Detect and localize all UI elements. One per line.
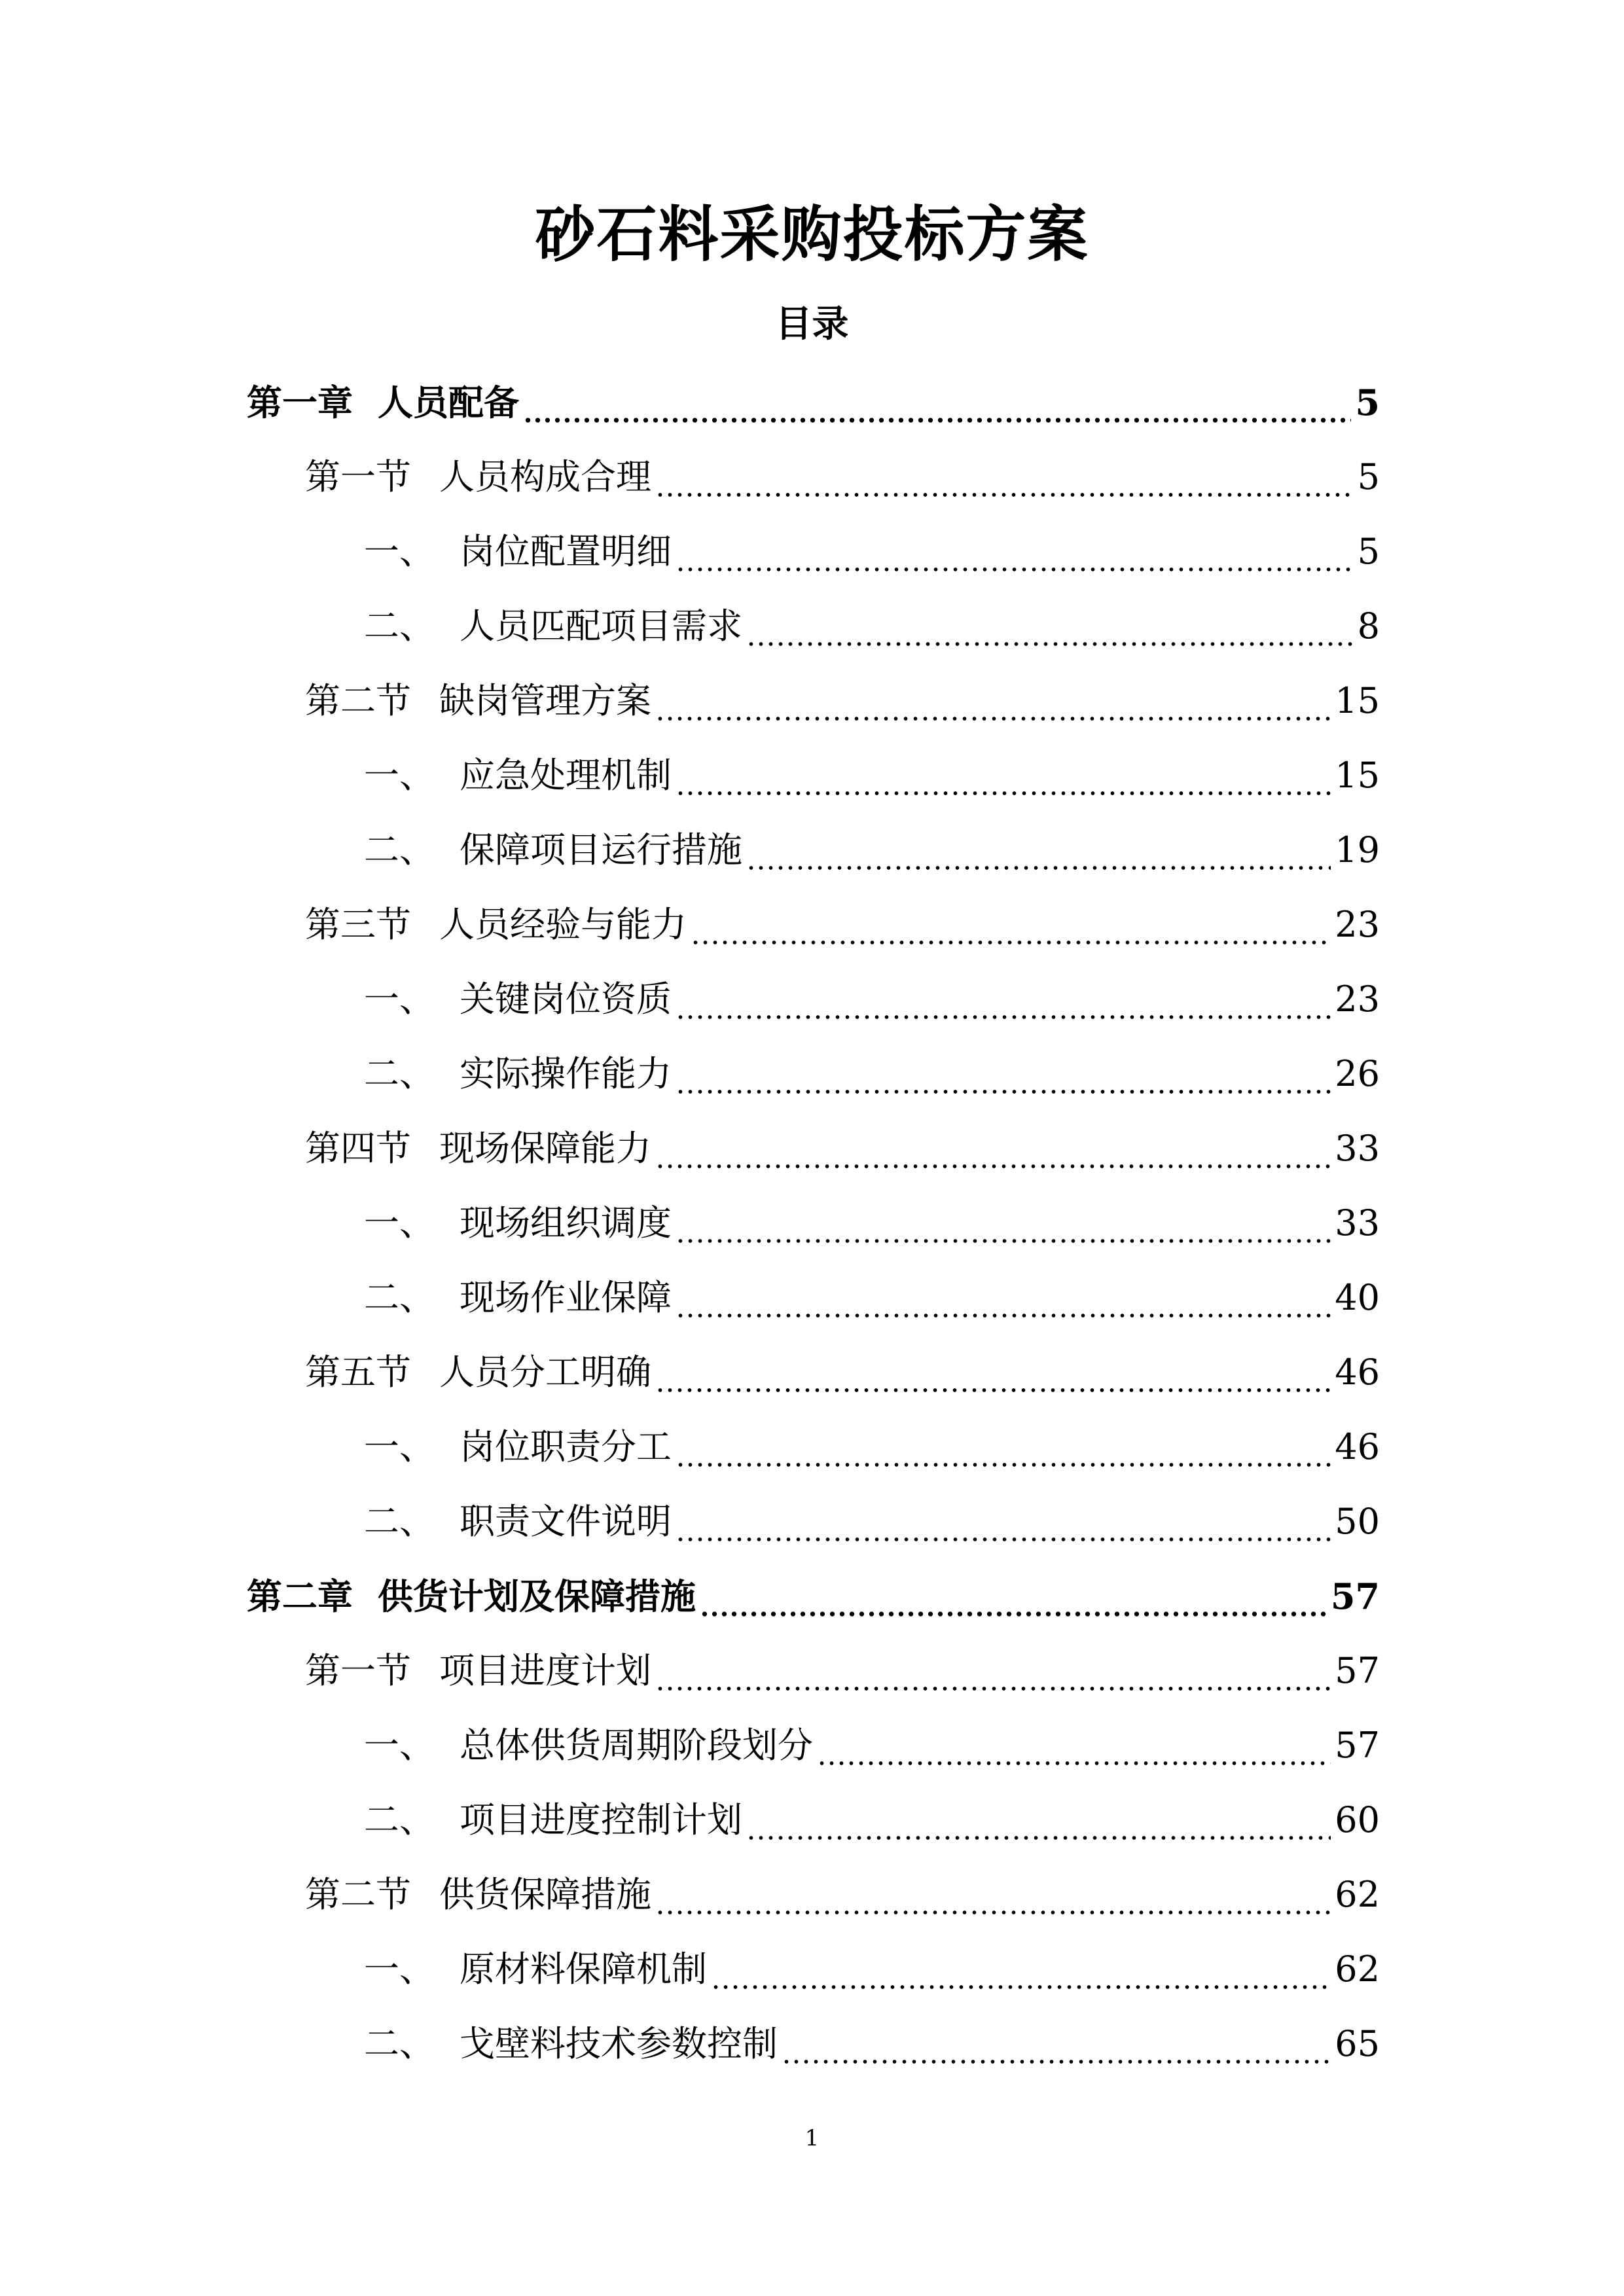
page-number: 1 — [804, 2125, 820, 2151]
toc-dot-leader — [676, 1014, 1331, 1020]
toc-entry-title: 实际操作能力 — [460, 1053, 672, 1094]
toc-dot-leader — [700, 1611, 1327, 1617]
toc-entry-title: 总体供货周期阶段划分 — [460, 1725, 813, 1766]
toc-entry-page: 40 — [1335, 1277, 1380, 1318]
toc-entry-subsection[interactable] — [0, 1261, 1624, 1335]
toc-entry-page: 19 — [1335, 829, 1380, 870]
toc-entry-subsection[interactable] — [0, 514, 1624, 589]
toc-entry-subsection[interactable] — [0, 1484, 1624, 1559]
toc-entry-number: 二、 — [364, 605, 435, 647]
toc-entry-subsection[interactable] — [0, 1186, 1624, 1261]
toc-entry-title: 现场组织调度 — [460, 1202, 672, 1244]
toc-entry-title: 供货计划及保障措施 — [378, 1575, 696, 1617]
toc-entry-subsection[interactable] — [0, 1932, 1624, 2007]
toc-dot-leader — [655, 1910, 1331, 1915]
toc-entry-subsection[interactable] — [0, 738, 1624, 813]
toc-entry-title: 人员配备 — [378, 382, 519, 423]
toc-entry-title: 现场保障能力 — [439, 1128, 651, 1169]
toc-dot-leader — [676, 1313, 1331, 1318]
toc-entry-number: 第二节 — [305, 1874, 411, 1915]
toc-dot-leader — [655, 716, 1331, 721]
toc-entry-chapter[interactable] — [0, 1559, 1624, 1634]
toc-entry-title: 岗位配置明细 — [460, 531, 672, 572]
toc-entry-subsection[interactable] — [0, 1037, 1624, 1111]
toc-entry-page: 62 — [1335, 1948, 1380, 1990]
toc-entry-page: 65 — [1335, 2023, 1380, 2064]
toc-entry-chapter[interactable] — [0, 365, 1624, 440]
toc-entry-title: 戈壁料技术参数控制 — [460, 2023, 778, 2064]
toc-dot-leader — [676, 1462, 1331, 1467]
toc-entry-page: 5 — [1357, 456, 1380, 497]
toc-entry-number: 二、 — [364, 1277, 435, 1318]
toc-dot-leader — [676, 1089, 1331, 1094]
toc-entry-number: 第五节 — [305, 1352, 411, 1393]
toc-entry-page: 8 — [1357, 605, 1380, 647]
toc-entry-page: 60 — [1335, 1799, 1380, 1840]
toc-entry-subsection[interactable] — [0, 813, 1624, 888]
toc-entry-title: 现场作业保障 — [460, 1277, 672, 1318]
toc-entry-page: 23 — [1335, 978, 1380, 1020]
toc-entry-section[interactable] — [0, 664, 1624, 738]
toc-entry-number: 一、 — [364, 1948, 435, 1990]
toc-dot-leader — [676, 791, 1331, 796]
toc-entry-number: 第一章 — [247, 382, 353, 423]
toc-dot-leader — [817, 1761, 1331, 1766]
toc-entry-title: 保障项目运行措施 — [460, 829, 742, 870]
toc-entry-title: 供货保障措施 — [439, 1874, 651, 1915]
toc-entry-title: 人员构成合理 — [439, 456, 651, 497]
toc-dot-leader — [746, 641, 1354, 647]
toc-dot-leader — [746, 865, 1331, 870]
toc-entry-section[interactable] — [0, 1335, 1624, 1410]
toc-dot-leader — [676, 1238, 1331, 1244]
toc-entry-number: 第一节 — [305, 1650, 411, 1691]
toc-entry-title: 应急处理机制 — [460, 755, 672, 796]
toc-entry-section[interactable] — [0, 1634, 1624, 1708]
toc-entry-title: 项目进度控制计划 — [460, 1799, 742, 1840]
toc-dot-leader — [746, 1835, 1331, 1840]
toc-entry-number: 一、 — [364, 1202, 435, 1244]
toc-entry-number: 二、 — [364, 829, 435, 870]
toc-entry-page: 33 — [1335, 1202, 1380, 1244]
toc-entry-section[interactable] — [0, 888, 1624, 962]
toc-entry-title: 缺岗管理方案 — [439, 680, 651, 721]
toc-entry-page: 62 — [1335, 1874, 1380, 1915]
toc-dot-leader — [655, 1686, 1331, 1691]
toc-entry-number: 第二章 — [247, 1575, 353, 1617]
document-title: 砂石料采购投标方案 — [535, 199, 1089, 270]
toc-entry-page: 23 — [1335, 904, 1380, 945]
toc-entry-page: 33 — [1335, 1128, 1380, 1169]
toc-entry-title: 人员分工明确 — [439, 1352, 651, 1393]
toc-entry-title: 人员匹配项目需求 — [460, 605, 742, 647]
toc-entry-section[interactable] — [0, 440, 1624, 514]
toc-entry-page: 50 — [1335, 1501, 1380, 1542]
toc-entry-page: 46 — [1335, 1352, 1380, 1393]
toc-entry-page: 15 — [1335, 680, 1380, 721]
toc-entry-title: 项目进度计划 — [439, 1650, 651, 1691]
toc-entry-page: 57 — [1335, 1725, 1380, 1766]
toc-entry-subsection[interactable] — [0, 1783, 1624, 1857]
toc-dot-leader — [676, 567, 1354, 572]
toc-entry-title: 原材料保障机制 — [460, 1948, 707, 1990]
toc-entry-title: 岗位职责分工 — [460, 1426, 672, 1467]
toc-entry-number: 二、 — [364, 1501, 435, 1542]
toc-heading: 目录 — [775, 302, 849, 346]
toc-entry-number: 二、 — [364, 2023, 435, 2064]
toc-dot-leader — [676, 1537, 1331, 1542]
toc-entry-number: 第四节 — [305, 1128, 411, 1169]
toc-entry-page: 5 — [1357, 531, 1380, 572]
toc-entry-number: 一、 — [364, 531, 435, 572]
toc-dot-leader — [711, 1984, 1331, 1990]
toc-dot-leader — [655, 1388, 1331, 1393]
toc-entry-subsection[interactable] — [0, 962, 1624, 1037]
toc-dot-leader — [691, 940, 1331, 945]
toc-entry-title: 关键岗位资质 — [460, 978, 672, 1020]
toc-entry-number: 一、 — [364, 755, 435, 796]
toc-entry-subsection[interactable] — [0, 1708, 1624, 1783]
toc-entry-title: 人员经验与能力 — [439, 904, 687, 945]
toc-entry-number: 第三节 — [305, 904, 411, 945]
toc-entry-page: 57 — [1330, 1575, 1380, 1617]
toc-entry-page: 26 — [1335, 1053, 1380, 1094]
toc-entry-number: 第二节 — [305, 680, 411, 721]
toc-entry-number: 二、 — [364, 1053, 435, 1094]
toc-entry-page: 5 — [1355, 382, 1380, 423]
toc-entry-subsection[interactable] — [0, 2007, 1624, 2081]
table-of-contents — [0, 365, 1624, 2081]
toc-entry-subsection[interactable] — [0, 589, 1624, 664]
toc-entry-section[interactable] — [0, 1111, 1624, 1186]
toc-dot-leader — [655, 492, 1354, 497]
toc-entry-number: 一、 — [364, 978, 435, 1020]
toc-entry-section[interactable] — [0, 1857, 1624, 1932]
toc-entry-page: 46 — [1335, 1426, 1380, 1467]
toc-entry-title: 职责文件说明 — [460, 1501, 672, 1542]
toc-dot-leader — [523, 418, 1351, 423]
toc-dot-leader — [655, 1164, 1331, 1169]
toc-entry-page: 15 — [1335, 755, 1380, 796]
toc-entry-number: 一、 — [364, 1725, 435, 1766]
toc-entry-subsection[interactable] — [0, 1410, 1624, 1484]
toc-entry-number: 二、 — [364, 1799, 435, 1840]
toc-entry-number: 一、 — [364, 1426, 435, 1467]
toc-entry-number: 第一节 — [305, 456, 411, 497]
toc-entry-page: 57 — [1335, 1650, 1380, 1691]
toc-dot-leader — [782, 2059, 1331, 2064]
